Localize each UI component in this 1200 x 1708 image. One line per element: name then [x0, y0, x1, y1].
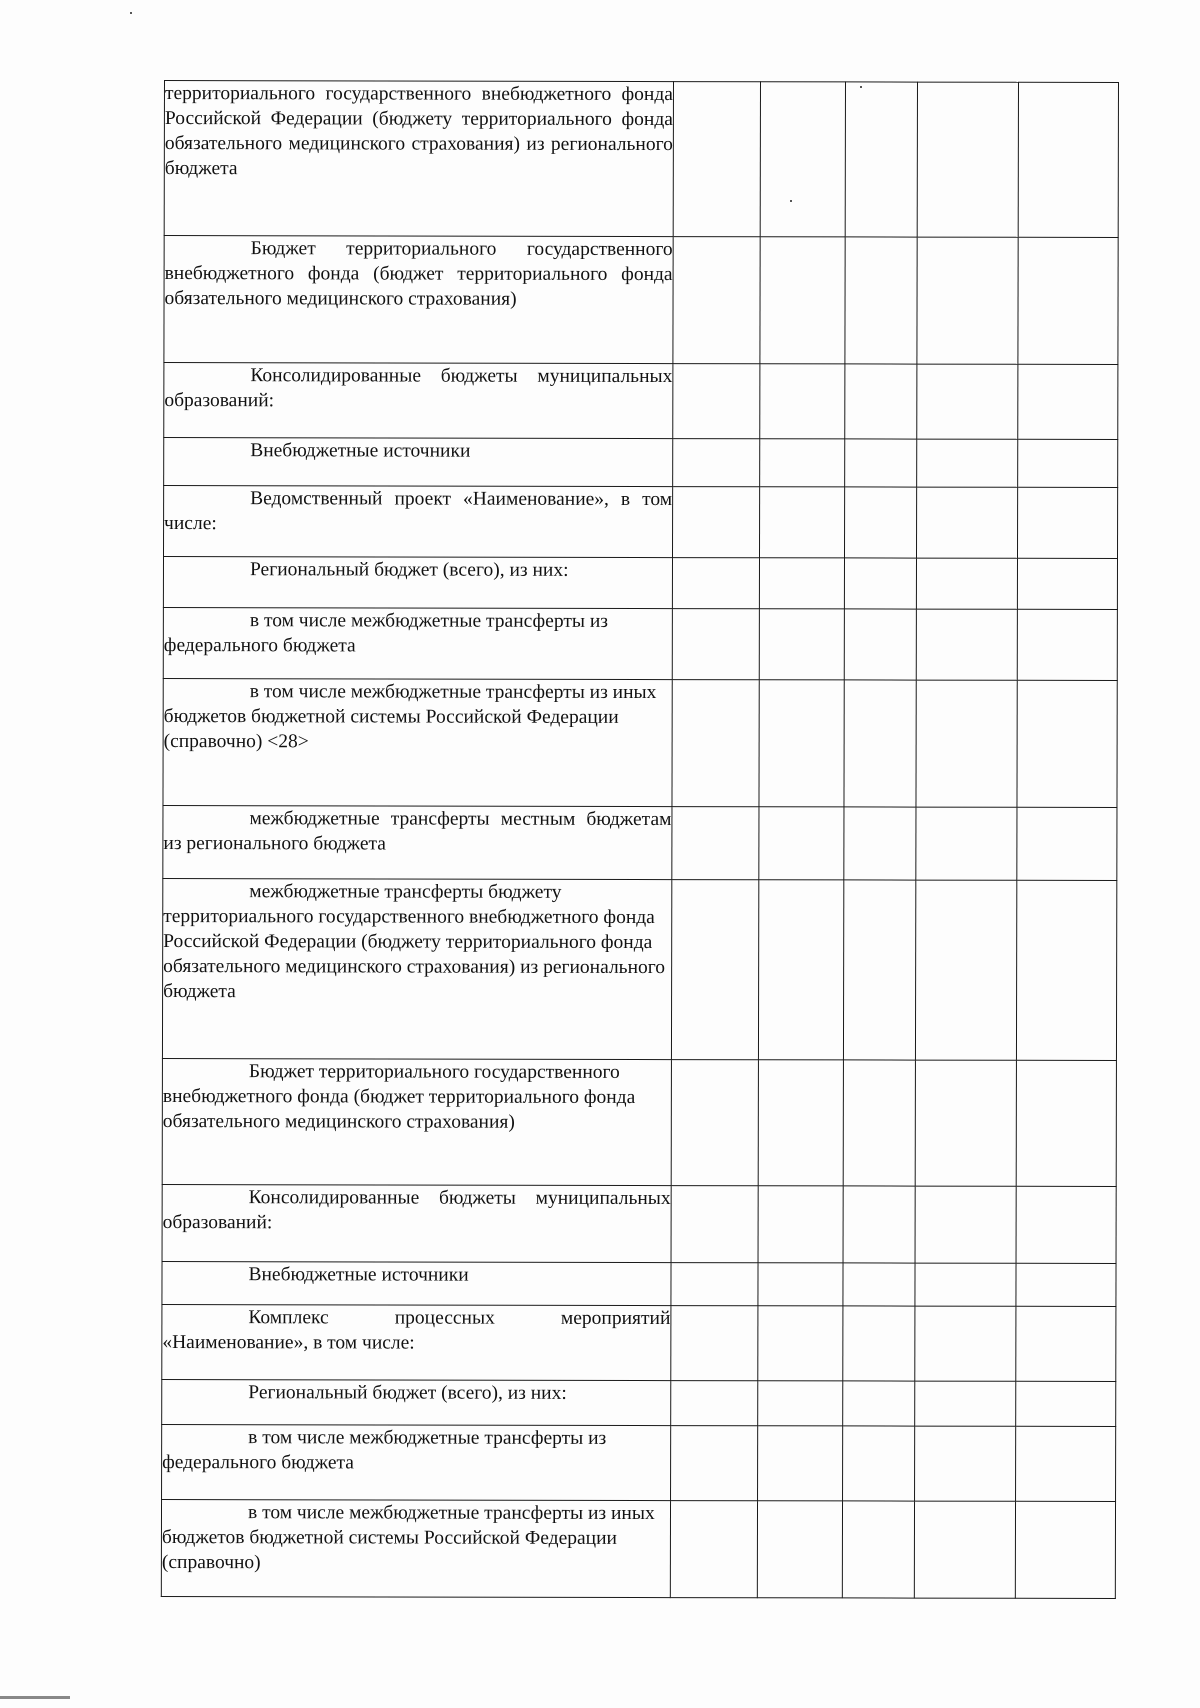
value-cell	[844, 609, 916, 680]
value-cell	[843, 880, 915, 1060]
value-cell	[1017, 680, 1117, 807]
value-cell	[1015, 1501, 1115, 1598]
row-label	[162, 1184, 671, 1262]
value-cell	[671, 1263, 758, 1306]
row-label-text: Ведомственный проект «Наименование», в том числе:	[164, 488, 673, 535]
value-cell	[915, 1263, 1016, 1306]
value-cell	[1018, 439, 1118, 487]
row-label	[162, 1424, 671, 1500]
value-cell	[916, 807, 1017, 880]
value-cell	[758, 1060, 843, 1186]
row-label-text: межбюджетные трансферты местным бюджетам из регионального бюджета	[163, 808, 672, 855]
row-label-text: Консолидированные бюджеты муниципальных образований:	[164, 365, 673, 412]
value-cell	[757, 1501, 842, 1598]
row-label-text: в том числе межбюджетные трансферты из иных бюджетов бюджетной системы Российской Федерации (справочно)	[161, 1502, 655, 1574]
value-cell	[671, 1306, 758, 1381]
value-cell	[670, 1501, 757, 1598]
table-row	[162, 1261, 1116, 1306]
value-cell	[672, 807, 759, 880]
row-label	[163, 607, 672, 679]
value-cell	[915, 1381, 1016, 1426]
value-cell	[844, 680, 916, 807]
table-row	[164, 438, 1118, 488]
value-cell	[671, 1186, 758, 1263]
row-label	[164, 486, 673, 558]
row-label-text: межбюджетные трансферты бюджету территориального государственного внебюджетного фонда Российской Федерации (бюджету территориального фонда обязательного медицинского страхования) из регионального бюджета	[163, 881, 666, 1003]
value-cell	[917, 439, 1018, 487]
value-cell	[915, 1306, 1016, 1381]
value-cell	[760, 364, 845, 439]
table-row	[161, 1499, 1115, 1598]
row-label	[162, 1261, 671, 1305]
table-row	[163, 678, 1117, 807]
table-row	[162, 878, 1116, 1060]
scan-edge-mark	[0, 1696, 70, 1699]
row-label-text: Бюджет территориального государственного внебюджетного фонда (бюджет территориального фонда обязательного медицинского страхования)	[162, 1061, 636, 1133]
value-cell	[845, 237, 917, 364]
value-cell	[845, 82, 917, 237]
table-row	[163, 805, 1117, 880]
value-cell	[671, 880, 758, 1060]
row-label	[161, 1499, 670, 1597]
value-cell	[915, 1426, 1016, 1501]
value-cell	[673, 487, 760, 558]
scan-speck	[130, 12, 132, 14]
value-cell	[1017, 558, 1117, 609]
value-cell	[672, 680, 759, 807]
value-cell	[843, 1060, 915, 1186]
row-label	[163, 805, 672, 879]
table-row	[164, 486, 1118, 559]
table-row	[164, 81, 1118, 238]
value-cell	[672, 609, 759, 680]
value-cell	[1016, 1186, 1116, 1263]
value-cell	[917, 82, 1018, 237]
row-label-text: в том числе межбюджетные трансферты из федерального бюджета	[163, 610, 608, 657]
row-label-text: Внебюджетные источники	[250, 440, 471, 462]
table-row	[163, 557, 1117, 610]
value-cell	[1016, 1381, 1116, 1426]
value-cell	[1018, 364, 1118, 439]
value-cell	[758, 1426, 843, 1501]
value-cell	[759, 558, 844, 609]
value-cell	[915, 880, 1016, 1060]
value-cell	[759, 680, 844, 807]
table-row	[163, 607, 1117, 680]
table-row	[162, 1379, 1116, 1426]
value-cell	[758, 1381, 843, 1426]
value-cell	[916, 680, 1017, 807]
table-row	[162, 1184, 1116, 1263]
value-cell	[1016, 1306, 1116, 1381]
value-cell	[673, 364, 760, 439]
row-label	[163, 678, 672, 806]
value-cell	[1016, 1426, 1116, 1501]
value-cell	[844, 807, 916, 880]
value-cell	[673, 82, 760, 237]
budget-table	[161, 80, 1119, 1599]
value-cell	[915, 1186, 1016, 1263]
row-label-text: Консолидированные бюджеты муниципальных образований:	[162, 1187, 671, 1234]
value-cell	[760, 439, 845, 487]
value-cell	[1016, 1060, 1116, 1186]
table-row	[162, 1304, 1116, 1381]
value-cell	[673, 439, 760, 487]
value-cell	[843, 1186, 915, 1263]
value-cell	[842, 1501, 914, 1598]
row-label-text: в том числе межбюджетные трансферты из иных бюджетов бюджетной системы Российской Федерации (справочно) <28>	[163, 681, 657, 753]
value-cell	[1016, 880, 1116, 1060]
row-label	[162, 1379, 671, 1425]
value-cell	[916, 609, 1017, 680]
row-label-text: Комплекс процессных мероприятий «Наименование», в том числе:	[162, 1307, 671, 1354]
value-cell	[759, 807, 844, 880]
table-row	[164, 363, 1118, 440]
value-cell	[917, 237, 1018, 364]
value-cell	[758, 880, 843, 1060]
value-cell	[1017, 609, 1117, 680]
value-cell	[845, 364, 917, 439]
value-cell	[671, 1381, 758, 1426]
value-cell	[758, 1263, 843, 1306]
row-label	[164, 438, 673, 487]
row-label	[162, 1058, 671, 1185]
row-label	[162, 1304, 671, 1380]
value-cell	[915, 1060, 1016, 1186]
value-cell	[843, 1381, 915, 1426]
value-cell	[760, 237, 845, 364]
row-label	[162, 878, 671, 1059]
row-label-text: в том числе межбюджетные трансферты из федерального бюджета	[162, 1427, 607, 1474]
value-cell	[1016, 1263, 1116, 1306]
value-cell	[1017, 807, 1117, 880]
value-cell	[843, 1306, 915, 1381]
table-row	[164, 236, 1118, 365]
value-cell	[843, 1426, 915, 1501]
value-cell	[671, 1426, 758, 1501]
row-label-text: Внебюджетные источники	[248, 1264, 469, 1286]
value-cell	[759, 609, 844, 680]
value-cell	[845, 439, 917, 487]
table-row	[162, 1058, 1116, 1186]
value-cell	[843, 1263, 915, 1306]
value-cell	[917, 487, 1018, 558]
value-cell	[916, 558, 1017, 609]
value-cell	[917, 364, 1018, 439]
value-cell	[673, 237, 760, 364]
row-label-text: Региональный бюджет (всего), из них:	[249, 559, 569, 581]
row-label: территориального государственного внебюджетного фонда Российской Федерации (бюджету территориального фонда обязательного медицинского страхования) из регионального бюджета	[164, 81, 673, 237]
row-label-text: Бюджет территориального государственного внебюджетного фонда (бюджет территориального фонда обязательного медицинского страхования)	[164, 238, 673, 310]
value-cell	[1018, 487, 1118, 558]
value-cell	[672, 558, 759, 609]
row-label	[164, 236, 673, 364]
value-cell	[845, 487, 917, 558]
row-label-text: Региональный бюджет (всего), из них:	[248, 1382, 567, 1404]
value-cell	[760, 487, 845, 558]
value-cell	[758, 1306, 843, 1381]
value-cell	[671, 1060, 758, 1186]
value-cell	[760, 82, 845, 237]
value-cell	[1018, 237, 1118, 364]
row-label	[164, 363, 673, 439]
table-row	[162, 1424, 1116, 1501]
value-cell	[914, 1501, 1015, 1598]
row-label	[163, 557, 672, 609]
value-cell	[844, 558, 916, 609]
value-cell	[1018, 82, 1118, 237]
value-cell	[758, 1186, 843, 1263]
